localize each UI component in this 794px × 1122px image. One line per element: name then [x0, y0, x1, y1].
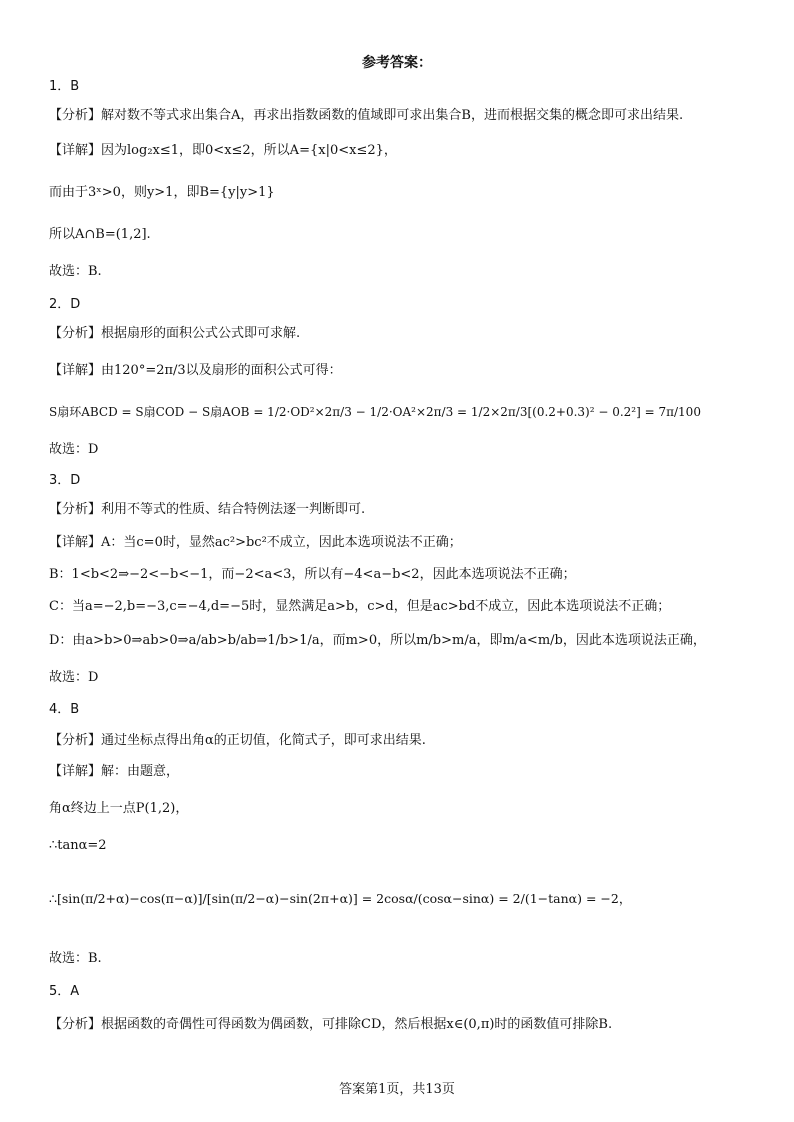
- q2-detail-1: [49, 362, 342, 380]
- q3-analysis-tag: 【分析】: [49, 502, 102, 517]
- q4-detail-2: 角α终边上一点P(1,2)，: [49, 801, 189, 816]
- q5-analysis: [49, 1016, 612, 1034]
- q5-analysis-tag: 【分析】: [49, 1017, 102, 1032]
- q4-formula: ∴[sin(π/2+α)−cos(π−α)]/[sin(π/2−α)−sin(2π+α)] = 2cosα/(cosα−sinα) = 2/(1−tanα) = −2，: [49, 891, 632, 906]
- q3-option-b: B：1<b<2⇒−2<−b<−1，而−2<a<3，所以有−4<a−b<2，因此本选项说法不正确；: [49, 567, 576, 582]
- q5-analysis-text: 根据函数的奇偶性可得函数为偶函数，可排除CD，然后根据x∈(0,π)时的函数值可排除B.: [101, 1017, 613, 1032]
- q2-formula: S扇环ABCD = S扇COD − S扇AOB = 1/2·OD²×2π/3 − 1/2·OA²×2π/3 = 1/2×2π/3[(0.2+0.3)² − 0.2²] = 7π/100: [49, 405, 701, 419]
- q2-analysis: [49, 325, 300, 343]
- q1-number: 1．B: [49, 79, 80, 94]
- q3-number: 3．D: [49, 473, 81, 488]
- q2-detail-1-text: 由120°=2π/3以及扇形的面积公式可得：: [101, 363, 342, 378]
- q1-answer: 故选：B.: [49, 264, 102, 279]
- page-footer: 答案第1页，共13页: [339, 1082, 455, 1097]
- q3-analysis-text: 利用不等式的性质、结合特例法逐一判断即可.: [101, 502, 366, 517]
- q2-analysis-tag: 【分析】: [49, 326, 102, 341]
- q3-option-a: A：当c=0时，显然ac²>bc²不成立，因此本选项说法不正确；: [101, 535, 462, 550]
- q4-analysis-tag: 【分析】: [49, 733, 102, 748]
- q5-number: 5．A: [49, 984, 80, 999]
- q4-detail-tag: 【详解】: [49, 764, 102, 779]
- q4-analysis: [49, 732, 426, 750]
- q3-detail-tag: 【详解】: [49, 535, 102, 550]
- q4-detail-1: [49, 763, 179, 781]
- q1-analysis-text: 解对数不等式求出集合A，再求出指数函数的值域即可求出集合B，进而根据交集的概念即可求出结果.: [101, 108, 684, 123]
- q2-analysis-text: 根据扇形的面积公式公式即可求解.: [101, 326, 301, 341]
- q3-analysis: [49, 501, 365, 519]
- q3-detail-a: [49, 534, 462, 552]
- q1-analysis-tag: 【分析】: [49, 108, 102, 123]
- q4-analysis-text: 通过坐标点得出角α的正切值，化简式子，即可求出结果.: [101, 733, 426, 748]
- q4-answer: 故选：B.: [49, 951, 102, 966]
- q4-detail-1-text: 解：由题意，: [101, 764, 180, 779]
- q2-number: 2．D: [49, 297, 81, 312]
- q1-analysis: [49, 107, 683, 125]
- q1-detail-3: 所以A∩B=(1,2].: [49, 227, 151, 242]
- q4-detail-3: ∴tanα=2: [49, 838, 107, 853]
- q4-number: 4．B: [49, 702, 80, 717]
- q1-detail-2: 而由于3ˣ>0，则y>1，即B={y|y>1}: [49, 185, 275, 200]
- page-title: 参考答案：: [362, 55, 432, 71]
- q3-option-d: D：由a>b>0⇒ab>0⇒a/ab>b/ab⇒1/b>1/a，而m>0，所以m/b>m/a，即m/a<m/b，因此本选项说法正确，: [49, 633, 706, 648]
- q2-detail-tag: 【详解】: [49, 363, 102, 378]
- q1-detail-1: [49, 142, 397, 160]
- q1-detail-1-text: 因为log₂x≤1，即0<x≤2，所以A={x|0<x≤2}，: [101, 143, 397, 158]
- q2-answer: 故选：D: [49, 442, 99, 457]
- q3-answer: 故选：D: [49, 670, 99, 685]
- q3-option-c: C：当a=−2,b=−3,c=−4,d=−5时，显然满足a>b，c>d，但是ac>bd不成立，因此本选项说法不正确；: [49, 599, 671, 614]
- q1-detail-tag: 【详解】: [49, 143, 102, 158]
